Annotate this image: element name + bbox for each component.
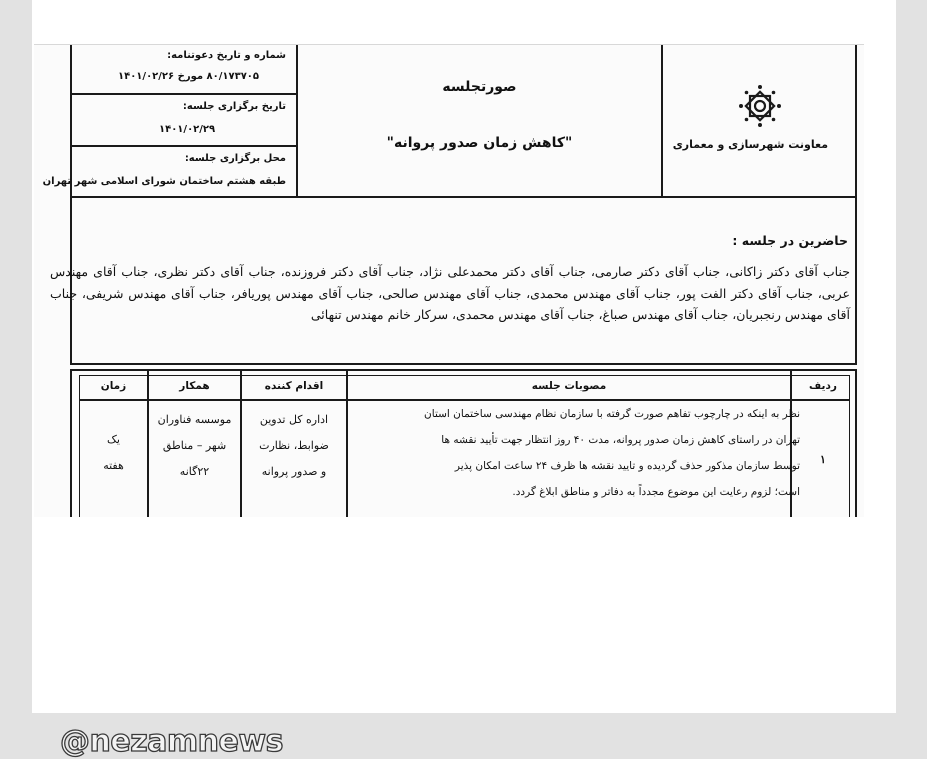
time-line: هفته <box>103 459 124 472</box>
col-header-action-by: اقدام کننده <box>264 380 324 392</box>
action-by-line: و صدور پروانه <box>261 465 327 478</box>
document-image <box>34 45 864 517</box>
meeting-date-label: تاریخ برگزاری جلسه: <box>182 101 286 112</box>
location-label: محل برگزاری جلسه: <box>184 153 286 164</box>
department-name: معاونت شهرسازی و معماری <box>672 138 828 151</box>
attendees-list: جناب آقای دکتر زاکانی، جناب آقای دکتر صارمی، جناب آقای دکتر محمدعلی نژاد، جناب آقای دکتر فروزنده، جناب آقای دکتر نظری، جناب آقای مهندس عربی، جناب آقای دکتر الفت پور، جناب آقای مهندس محمدی، جناب آقای مهندس صالحی، جناب آقای مهندس پوریافر، جناب آقای مهندس شریفی، جناب آقای مهندس رنجبریان، جناب آقای مهندس صباغ، جناب آقای مهندس محمدی، سرکار خانم مهندس تنهائی <box>50 264 850 322</box>
letter-number-value: ۸۰/۱۷۳۷۰۵ مورخ ۱۴۰۱/۰۲/۲۶ <box>118 71 260 82</box>
document-type-title: صورتجلسه <box>442 79 517 95</box>
location-value: طبقه هشتم ساختمان شورای اسلامی شهر تهران <box>42 176 286 187</box>
resolution-line: نظر به اینکه در چارچوب تفاهم صورت گرفته با سازمان نظام مهندسی ساختمان استان <box>424 408 800 420</box>
col-header-row: ردیف <box>809 380 837 392</box>
watermark-handle: @nezamnews <box>60 724 283 759</box>
tehran-municipality-logo-icon <box>737 83 783 129</box>
meeting-subject: "کاهش زمان صدور پروانه" <box>386 135 573 151</box>
meeting-date-value: ۱۴۰۱/۰۲/۲۹ <box>159 124 216 135</box>
partner-line: موسسه فناوران <box>157 413 232 426</box>
action-by-line: ضوابط، نظارت <box>259 439 329 452</box>
col-header-time: زمان <box>100 380 127 392</box>
attendees-heading: حاضرین در جلسه : <box>732 233 848 248</box>
partner-line: شهر – مناطق <box>162 439 227 452</box>
resolution-line: است؛ لزوم رعایت این موضوع مجدداً به دفاتر و مناطق ابلاغ گردد. <box>512 486 800 498</box>
col-header-partner: همکار <box>179 380 210 392</box>
resolution-line: توسط سازمان مذکور حذف گردیده و تایید نقشه ها ظرف ۲۴ ساعت امکان پذیر <box>454 460 800 472</box>
table-row-number: ۱ <box>820 453 826 466</box>
col-header-resolution: مصوبات جلسه <box>531 380 607 392</box>
time-line: یک <box>107 433 120 446</box>
resolution-line: تهران در راستای کاهش زمان صدور پروانه، مدت ۴۰ روز انتظار جهت تأیید نقشه ها <box>441 434 800 446</box>
action-by-line: اداره کل تدوین <box>259 413 329 426</box>
partner-line: ۲۲گانه <box>179 465 210 478</box>
letter-number-label: شماره و تاریخ دعوتنامه: <box>167 50 286 61</box>
